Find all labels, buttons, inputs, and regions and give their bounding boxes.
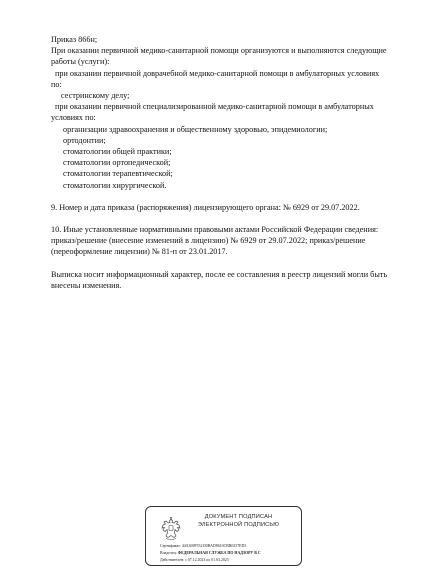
stamp-owner-name: ФЕДЕРАЛЬНАЯ СЛУЖБА ПО НАДЗОРУ В С — [177, 551, 261, 555]
paragraph-line: по: — [51, 79, 62, 89]
list-item: ортодонтии; — [63, 135, 106, 145]
stamp-owner — [160, 551, 261, 555]
list-item: организации здравоохранения и общественному здоровью, эпидемиологии; — [63, 124, 328, 134]
paragraph-line: при оказании первичной доврачебной медико-санитарной помощи в амбулаторных условиях — [55, 68, 380, 78]
order-reference: Приказ 866н; — [51, 35, 98, 44]
stamp-certificate: Сертификат: 44А369F5521I0BAD8610CBB0257ED3 — [160, 544, 247, 548]
spacer — [51, 258, 406, 269]
note-line: внесены изменения. — [51, 280, 122, 290]
section-10-line: приказ/решение (внесение изменений в лицензию) № 6929 от 29.07.2022; приказ/решение — [51, 236, 366, 246]
stamp-title: ДОКУМЕНТ ПОДПИСАН — [204, 514, 273, 520]
spacer — [51, 213, 406, 224]
paragraph-line: При оказании первичной медико-санитарной помощи организуются и выполняются следующие — [51, 46, 387, 56]
spacer — [51, 191, 406, 202]
section-10-line: 10. Иные установленные нормативными правовыми актами Российской Федерации сведения: — [51, 225, 379, 235]
paragraph-line: при оказании первичной специализированной медико-санитарной помощи в амбулаторных — [55, 102, 374, 112]
stamp-subtitle: ЭЛЕКТРОННОЙ ПОДПИСЬЮ — [197, 522, 280, 528]
list-item: стоматологии ортопедической; — [63, 158, 171, 168]
section-9: 9. Номер и дата приказа (распоряжения) лицензирующего органа: № 6929 от 29.07.2022. — [51, 202, 360, 212]
list-item: стоматологии общей практики; — [63, 147, 172, 157]
list-item: стоматологии хирургической. — [63, 180, 167, 190]
paragraph-line: работы (услуги): — [51, 57, 110, 67]
stamp-validity: Действителен: с 07.12.2023 по 01.03.2025 — [160, 558, 229, 562]
list-item: стоматологии терапевтической; — [63, 169, 173, 179]
electronic-signature-stamp — [145, 506, 302, 566]
document-body — [51, 34, 406, 291]
list-item: сестринскому делу; — [61, 91, 130, 101]
note-line: Выписка носит информационный характер, после ее составления в реестр лицензий могли быть — [51, 269, 388, 279]
paragraph-line: условиях по: — [51, 113, 96, 123]
section-10-line: (переоформление лицензии) № 81-п от 23.01.2017. — [51, 247, 228, 257]
stamp-owner-label: Владелец: — [160, 551, 177, 555]
